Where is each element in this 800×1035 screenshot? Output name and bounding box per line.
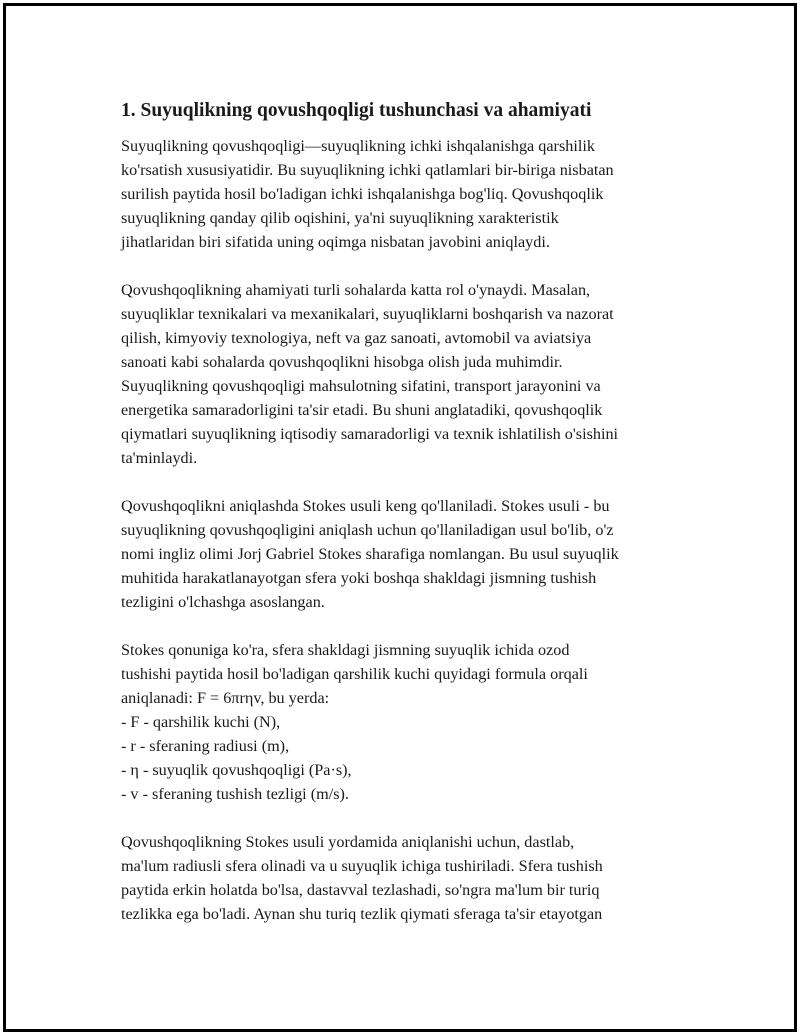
document-body xyxy=(121,96,701,950)
paragraph-procedure: Qovushqoqlikning Stokes usuli yordamida aniqlanishi uchun, dastlab, ma'lum radiusli sfera olinadi va u suyuqlik ichiga tushiriladi. Sfera tushish paytida erkin holatda bo'lsa, dastavval tezlashadi, so'ngra ma'lum bir turiq tezlikka ega bo'ladi. Aynan shu turiq tezlik qiymati sferaga ta'sir etayotgan xyxy=(121,833,603,923)
section-heading: 1. Suyuqlikning qovushqoqligi tushunchasi va ahamiyati xyxy=(121,100,592,121)
paragraph-definition: Suyuqlikning qovushqoqligi—suyuqlikning ichki ishqalanishga qarshilik ko'rsatish xususiyatidir. Bu suyuqlikning ichki qatlamlari bir-biriga nisbatan surilish paytida hosil bo'ladigan ichki ishqalanishga bog'liq. Qovushqoqlik suyuqlikning qanday qilib oqishini, ya'ni suyuqlikning xarakteristik jihatlaridan biri sifatida uning oqimga nisbatan javobini aniqlaydi. xyxy=(121,137,614,251)
page-frame xyxy=(3,3,797,1032)
paragraph-stokes-method: Qovushqoqlikni aniqlashda Stokes usuli keng qo'llaniladi. Stokes usuli - bu suyuqlikning qovushqoqligini aniqlash uchun qo'llaniladigan usul bo'lib, o'z nomi ingliz olimi Jorj Gabriel Stokes sharafiga nomlangan. Bu usul suyuqlik muhitida harakatlanayotgan sfera yoki boshqa shakldagi jismning tushish tezligini o'lchashga asoslangan. xyxy=(121,497,619,611)
paragraph-stokes-law: Stokes qonuniga ko'ra, sfera shakldagi jismning suyuqlik ichida ozod tushishi paytida hosil bo'ladigan qarshilik kuchi quyidagi formula orqali aniqlanadi: F = 6πrηv, bu yerda: - F - qarshilik kuchi (N), - r - sferaning radiusi (m), - η - suyuqlik qovushqoqligi (Pa·s), - v - sferaning tushish tezligi (m/s). xyxy=(121,641,588,803)
paragraph-importance: Qovushqoqlikning ahamiyati turli sohalarda katta rol o'ynaydi. Masalan, suyuqliklar texnikalari va mexanikalari, suyuqliklarni boshqarish va nazorat qilish, kimyoviy texnologiya, neft va gaz sanoati, avtomobil va aviatsiya sanoati kabi sohalarda qovushqoqlikni hisobga olish juda muhimdir. Suyuqlikning qovushqoqligi mahsulotning sifatini, transport jarayonini va energetika samaradorligini ta'sir etadi. Bu shuni anglatadiki, qovushqoqlik qiymatlari suyuqlikning iqtisodiy samaradorligi va texnik ishlatilish o'sishini ta'minlaydi. xyxy=(121,281,619,467)
